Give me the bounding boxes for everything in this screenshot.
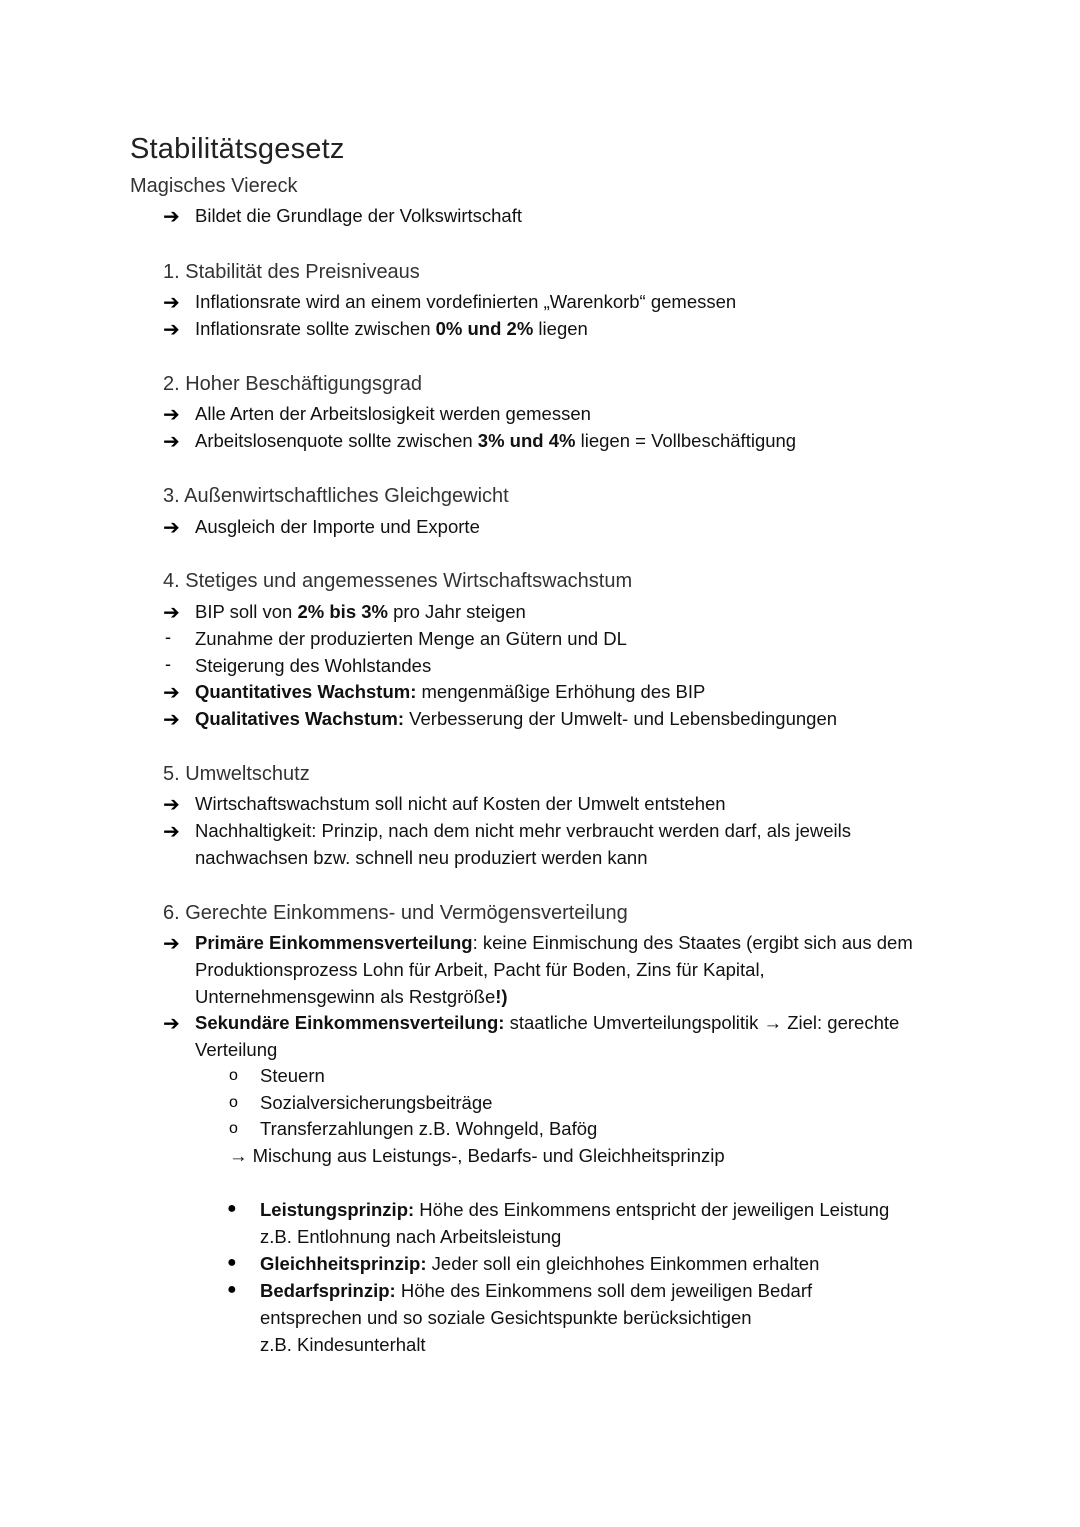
section-2-heading: 2. Hoher Beschäftigungsgrad — [163, 373, 423, 395]
arrow-icon: ➔ — [163, 602, 180, 624]
bullet-marker: ● — [227, 1281, 237, 1298]
page-subtitle: Magisches Viereck — [130, 175, 298, 197]
principle-3-line-1 — [260, 1280, 812, 1302]
circle-marker: o — [229, 1120, 238, 1137]
arrow-icon: ➔ — [163, 794, 180, 816]
text-segment: : keine Einmischung des Staates (ergibt sich aus dem — [472, 932, 913, 953]
circle-marker: o — [229, 1067, 238, 1084]
circle-marker: o — [229, 1094, 238, 1111]
section-5-point-2-line-1: Nachhaltigkeit: Prinzip, nach dem nicht mehr verbraucht werden darf, als jeweils — [195, 820, 852, 841]
primary-distribution-line-2: Produktionsprozess Lohn für Arbeit, Pacht für Boden, Zins für Kapital, — [195, 959, 765, 980]
secondary-distribution-line-2: Verteilung — [195, 1039, 278, 1060]
bold-term: Leistungsprinzip: — [260, 1199, 415, 1220]
bold-range: 2% bis 3% — [297, 601, 388, 622]
section-4-dash-2: Steigerung des Wohlstandes — [195, 655, 432, 676]
arrow-icon: ➔ — [163, 206, 180, 228]
section-4-point-1 — [195, 601, 526, 623]
section-2-point-2 — [195, 430, 796, 452]
secondary-distribution-line-1 — [195, 1012, 899, 1034]
section-4-qualitative — [195, 708, 837, 730]
principle-1-line-2: z.B. Entlohnung nach Arbeitsleistung — [260, 1226, 562, 1247]
dash-marker: - — [165, 627, 171, 647]
section-5-heading: 5. Umweltschutz — [163, 763, 310, 785]
bold-term: Gleichheitsprinzip: — [260, 1253, 427, 1274]
bold-term: Bedarfsprinzip: — [260, 1280, 396, 1301]
bold-range: !) — [495, 986, 508, 1007]
text-segment: Verbesserung der Umwelt- und Lebensbedingungen — [404, 708, 838, 729]
bullet-marker: ● — [227, 1200, 237, 1217]
section-3-heading: 3. Außenwirtschaftliches Gleichgewicht — [163, 485, 509, 507]
text-segment: staatliche Umverteilungspolitik → Ziel: gerechte — [504, 1012, 900, 1033]
section-4-heading: 4. Stetiges und angemessenes Wirtschaftswachstum — [163, 570, 633, 592]
section-4-quantitative — [195, 681, 705, 703]
arrow-icon: ➔ — [163, 821, 180, 843]
primary-distribution-line-3 — [195, 986, 508, 1008]
page-title: Stabilitätsgesetz — [130, 133, 345, 165]
principle-3-line-3: z.B. Kindesunterhalt — [260, 1334, 426, 1355]
arrow-icon: ➔ — [163, 292, 180, 314]
instrument-item-2: Sozialversicherungsbeiträge — [260, 1092, 493, 1113]
section-5-point-2-line-2: nachwachsen bzw. schnell neu produziert werden kann — [195, 847, 648, 868]
instrument-item-3: Transferzahlungen z.B. Wohngeld, Bafög — [260, 1118, 598, 1139]
text-segment: Inflationsrate sollte zwischen — [195, 318, 436, 339]
bullet-marker: ● — [227, 1254, 237, 1271]
arrow-icon: ➔ — [163, 431, 180, 453]
intro-line: Bildet die Grundlage der Volkswirtschaft — [195, 205, 523, 226]
text-segment: liegen = Vollbeschäftigung — [575, 430, 797, 451]
bold-term: Sekundäre Einkommensverteilung: — [195, 1012, 505, 1033]
arrow-icon: ➔ — [163, 517, 180, 539]
mix-line: → Mischung aus Leistungs-, Bedarfs- und Gleichheitsprinzip — [229, 1145, 725, 1166]
section-2-point-1: Alle Arten der Arbeitslosigkeit werden gemessen — [195, 403, 591, 424]
arrow-icon: ➔ — [163, 682, 180, 704]
bold-term: Primäre Einkommensverteilung — [195, 932, 473, 953]
instrument-item-1: Steuern — [260, 1065, 325, 1086]
text-segment: BIP soll von — [195, 601, 298, 622]
section-1-point-1: Inflationsrate wird an einem vordefinierten „Warenkorb“ gemessen — [195, 291, 737, 312]
text-segment: Jeder soll ein gleichhohes Einkommen erhalten — [426, 1253, 820, 1274]
arrow-icon: ➔ — [163, 709, 180, 731]
bold-range: 0% und 2% — [435, 318, 534, 339]
section-6-heading: 6. Gerechte Einkommens- und Vermögensverteilung — [163, 902, 628, 924]
arrow-icon: ➔ — [163, 404, 180, 426]
principle-2-line-1 — [260, 1253, 819, 1275]
text-segment: liegen — [533, 318, 588, 339]
section-3-point-1: Ausgleich der Importe und Exporte — [195, 516, 480, 537]
bold-term: Quantitatives Wachstum: — [195, 681, 417, 702]
text-segment: Höhe des Einkommens soll dem jeweiligen Bedarf — [395, 1280, 813, 1301]
primary-distribution-line-1 — [195, 932, 913, 954]
text-segment: pro Jahr steigen — [388, 601, 526, 622]
arrow-icon: ➔ — [163, 319, 180, 341]
arrow-icon: ➔ — [163, 1013, 180, 1035]
principle-1-line-1 — [260, 1199, 889, 1221]
text-segment: mengenmäßige Erhöhung des BIP — [416, 681, 706, 702]
arrow-icon: ➔ — [163, 933, 180, 955]
text-segment: Höhe des Einkommens entspricht der jeweiligen Leistung — [414, 1199, 890, 1220]
bold-range: 3% und 4% — [477, 430, 576, 451]
principle-3-line-2: entsprechen und so soziale Gesichtspunkte berücksichtigen — [260, 1307, 752, 1328]
section-1-point-2 — [195, 318, 588, 340]
section-1-heading: 1. Stabilität des Preisniveaus — [163, 261, 420, 283]
bold-term: Qualitatives Wachstum: — [195, 708, 405, 729]
text-segment: Arbeitslosenquote sollte zwischen — [195, 430, 478, 451]
section-5-point-1: Wirtschaftswachstum soll nicht auf Kosten der Umwelt entstehen — [195, 793, 726, 814]
section-4-dash-1: Zunahme der produzierten Menge an Gütern und DL — [195, 628, 627, 649]
dash-marker: - — [165, 654, 171, 674]
text-segment: Unternehmensgewinn als Restgröße — [195, 986, 496, 1007]
